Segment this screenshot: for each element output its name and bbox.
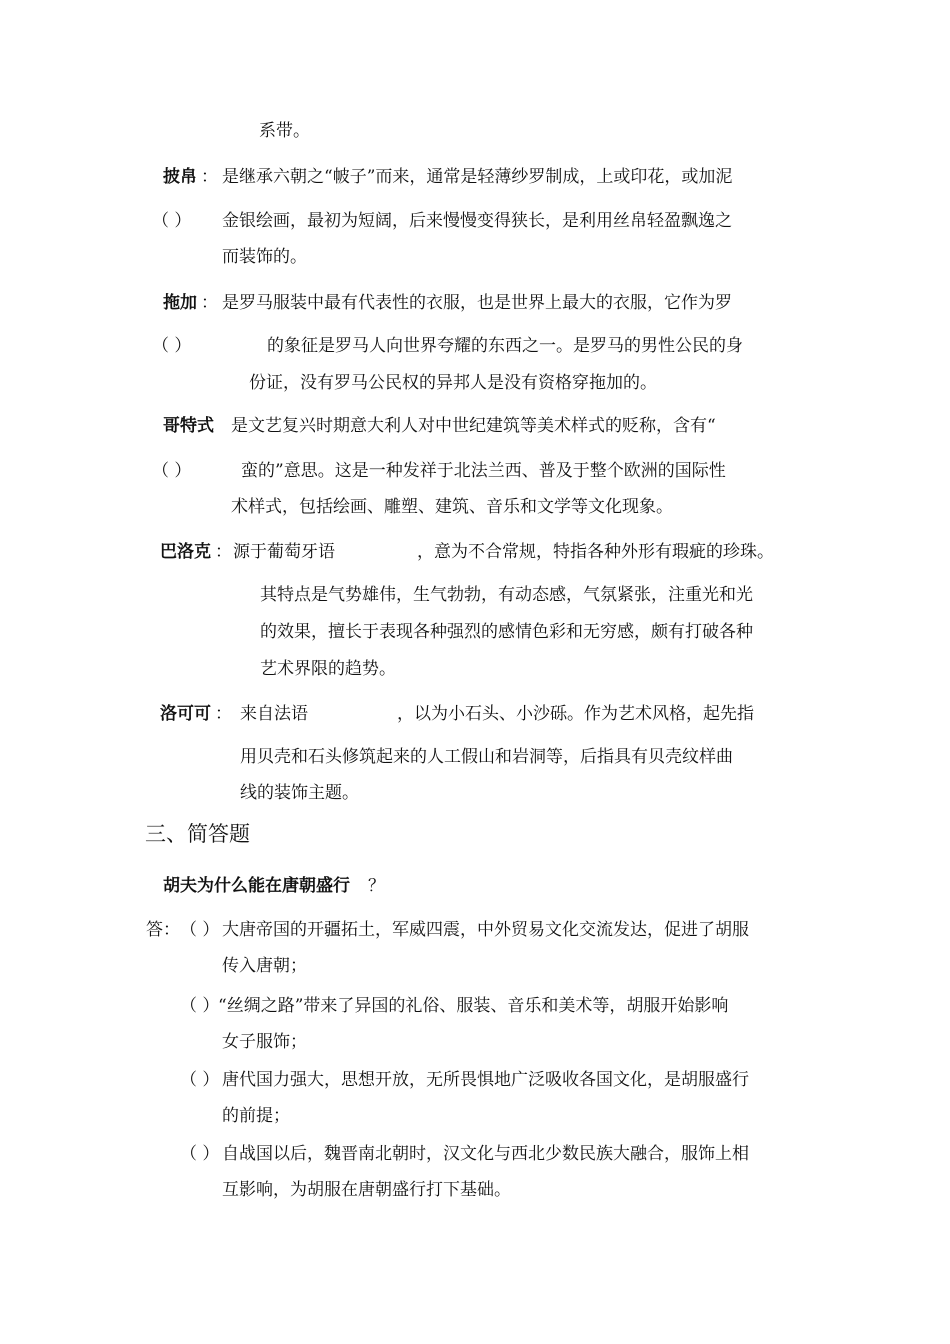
blank-parenthesis: （ ）	[152, 211, 192, 231]
definition-line: ，意为不合常规，特指各种外形有瑕疵的珍珠。	[417, 542, 774, 562]
definition-line: 源于葡萄牙语	[233, 542, 335, 562]
term-colon: ：	[215, 704, 232, 724]
definition-line: 其特点是气势雄伟，生气勃勃，有动态感，气氛紧张，注重光和光	[260, 585, 753, 605]
definition-line: 是文艺复兴时期意大利人对中世纪建筑等美术样式的贬称，含有“	[231, 416, 716, 436]
term-colon: ：	[201, 167, 218, 187]
definition-line: 份证，没有罗马公民权的异邦人是没有资格穿拖加的。	[249, 373, 657, 393]
definition-line: 是继承六朝之“帔子”而来，通常是轻薄纱罗制成，上或印花，或加泥	[222, 167, 733, 187]
answer-line: 唐代国力强大，思想开放，无所畏惧地广泛吸收各国文化，是胡服盛行	[222, 1070, 749, 1090]
answer-marker: （ ）	[180, 1144, 220, 1164]
term-baroque: 巴洛克	[160, 542, 211, 562]
definition-line: 而装饰的。	[222, 247, 307, 267]
answer-line: 女子服饰；	[222, 1032, 307, 1052]
definition-line: 用贝壳和石头修筑起来的人工假山和岩洞等，后指具有贝壳纹样曲	[240, 747, 733, 767]
definition-line: ，以为小石头、小沙砾。作为艺术风格，起先指	[397, 704, 754, 724]
definition-line: 是罗马服装中最有代表性的衣服，也是世界上最大的衣服，它作为罗	[222, 293, 732, 313]
continuation-line: 系带。	[259, 121, 310, 141]
answer-marker: （ ）	[180, 996, 220, 1016]
section-title: 三、简答题	[145, 822, 250, 846]
definition-line: 的象征是罗马人向世界夸耀的东西之一。是罗马的男性公民的身	[267, 336, 743, 356]
term-colon: ：	[215, 542, 232, 562]
answer-line: “丝绸之路”带来了异国的礼俗、服装、音乐和美术等，胡服开始影响	[218, 996, 729, 1016]
answer-line: 的前提；	[222, 1106, 290, 1126]
answer-line: 传入唐朝；	[222, 956, 307, 976]
answer-line: 大唐帝国的开疆拓土，军威四震，中外贸易文化交流发达，促进了胡服	[222, 920, 749, 940]
blank-parenthesis: （ ）	[152, 461, 192, 481]
question-text: 胡夫为什么能在唐朝盛行	[163, 876, 350, 896]
term-pibo: 披帛	[163, 167, 197, 187]
definition-line: 来自法语	[240, 704, 308, 724]
question-mark: ？	[368, 876, 385, 896]
term-gothic: 哥特式	[163, 416, 214, 436]
answer-marker: （ ）	[180, 1070, 220, 1090]
answer-prefix: 答：	[146, 920, 180, 940]
definition-line: 艺术界限的趋势。	[260, 659, 396, 679]
blank-parenthesis: （ ）	[152, 336, 192, 356]
answer-marker: （ ）	[180, 920, 220, 940]
definition-line: 金银绘画，最初为短阔，后来慢慢变得狭长，是利用丝帛轻盈飘逸之	[222, 211, 732, 231]
answer-line: 自战国以后，魏晋南北朝时，汉文化与西北少数民族大融合，服饰上相	[222, 1144, 749, 1164]
definition-line: 术样式，包括绘画、雕塑、建筑、音乐和文学等文化现象。	[231, 497, 673, 517]
term-rococo: 洛可可	[160, 704, 211, 724]
answer-line: 互影响，为胡服在唐朝盛行打下基础。	[222, 1180, 511, 1200]
term-colon: ：	[201, 293, 218, 313]
definition-line: 线的装饰主题。	[240, 783, 359, 803]
definition-line: 的效果，擅长于表现各种强烈的感情色彩和无穷感，颇有打破各种	[260, 622, 753, 642]
term-tuojia: 拖加	[163, 293, 197, 313]
definition-line: 蛮的”意思。这是一种发祥于北法兰西、普及于整个欧洲的国际性	[241, 461, 726, 481]
